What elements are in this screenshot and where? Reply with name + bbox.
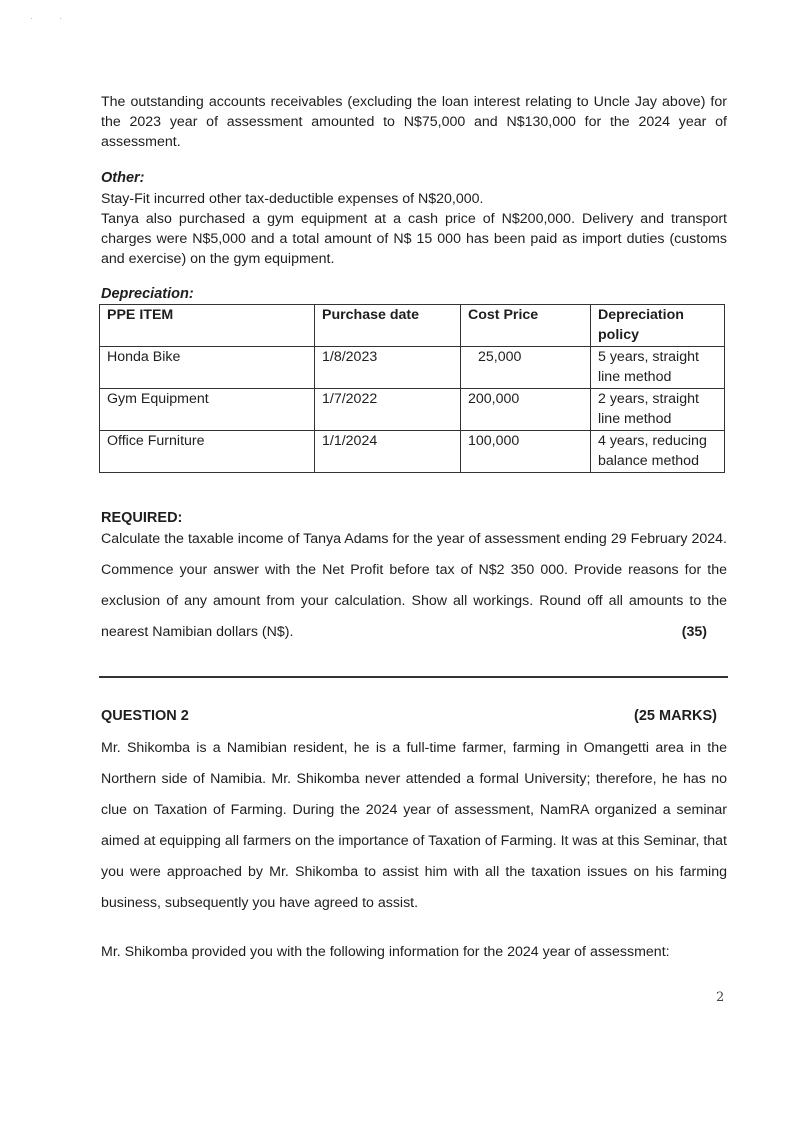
table-row [100, 389, 725, 431]
policy-cell: 2 years, straight line method [591, 389, 725, 431]
purchase-date-cell: 1/1/2024 [315, 431, 461, 473]
cost-price-cell: 200,000 [461, 389, 591, 431]
purchase-date-cell: 1/8/2023 [315, 347, 461, 389]
policy-cell: 4 years, reducing balance method [591, 431, 725, 473]
column-header: Cost Price [461, 305, 591, 347]
table-row [100, 347, 725, 389]
question-2-paragraph: Mr. Shikomba is a Namibian resident, he is a full-time farmer, farming in Omangetti area in the Northern side of Namibia. Mr. Shikomba never attended a formal University; therefore, he has no clue on Taxation of Farming. During the 2024 year of assessment, NamRA organized a seminar aimed at equipping all farmers on the importance of Taxation of Farming. It was at this Seminar, that you were approached by Mr. Shikomba to assist him with all the taxation issues on his farming business, subsequently you have agreed to assist. [101, 740, 727, 911]
policy-cell: 5 years, straight line method [591, 347, 725, 389]
ppe-item-cell: Honda Bike [100, 347, 315, 389]
table-row [100, 431, 725, 473]
question-2-marks: (25 MARKS) [634, 708, 717, 724]
section-divider [99, 676, 728, 678]
cost-price-cell: 25,000 [461, 347, 591, 389]
required-heading: REQUIRED: [101, 510, 183, 526]
depreciation-table [99, 304, 725, 473]
required-instructions [101, 524, 727, 648]
ppe-item-cell: Gym Equipment [100, 389, 315, 431]
required-marks: (35) [681, 624, 707, 640]
required-text: Calculate the taxable income of Tanya Adams for the year of assessment ending 29 February 2024. Commence your answer with the Net Profit before tax of N$2 350 000. Provide reasons for the exclusion of any amount from your calculation. Show all workings. Round off all amounts to the nearest Namibian dollars (N$). [101, 531, 727, 640]
question-2-header [101, 708, 717, 724]
question-2-info-line: Mr. Shikomba provided you with the following information for the 2024 year of assessment: [101, 944, 670, 960]
column-header: Purchase date [315, 305, 461, 347]
question-2-title: QUESTION 2 [101, 708, 189, 724]
receivables-paragraph: The outstanding accounts receivables (excluding the loan interest relating to Uncle Jay above) for the 2023 year of assessment amounted to N$75,000 and N$130,000 for the 2024 year of assessment. [101, 94, 727, 150]
other-expenses-line: Stay-Fit incurred other tax-deductible expenses of N$20,000. [101, 191, 484, 207]
page-number: 2 [716, 990, 725, 1005]
depreciation-heading: Depreciation: [101, 286, 194, 302]
cost-price-cell: 100,000 [461, 431, 591, 473]
other-heading: Other: [101, 170, 145, 186]
ppe-item-cell: Office Furniture [100, 431, 315, 473]
gym-equipment-paragraph: Tanya also purchased a gym equipment at a cash price of N$200,000. Delivery and transport charges were N$5,000 and a total amount of N$ 15 000 has been paid as import duties (customs and exercise) on the gym equipment. [101, 211, 727, 267]
column-header: Depreciation policy [591, 305, 725, 347]
scan-specks: · · [30, 14, 62, 23]
table-header-row [100, 305, 725, 347]
column-header: PPE ITEM [100, 305, 315, 347]
purchase-date-cell: 1/7/2022 [315, 389, 461, 431]
